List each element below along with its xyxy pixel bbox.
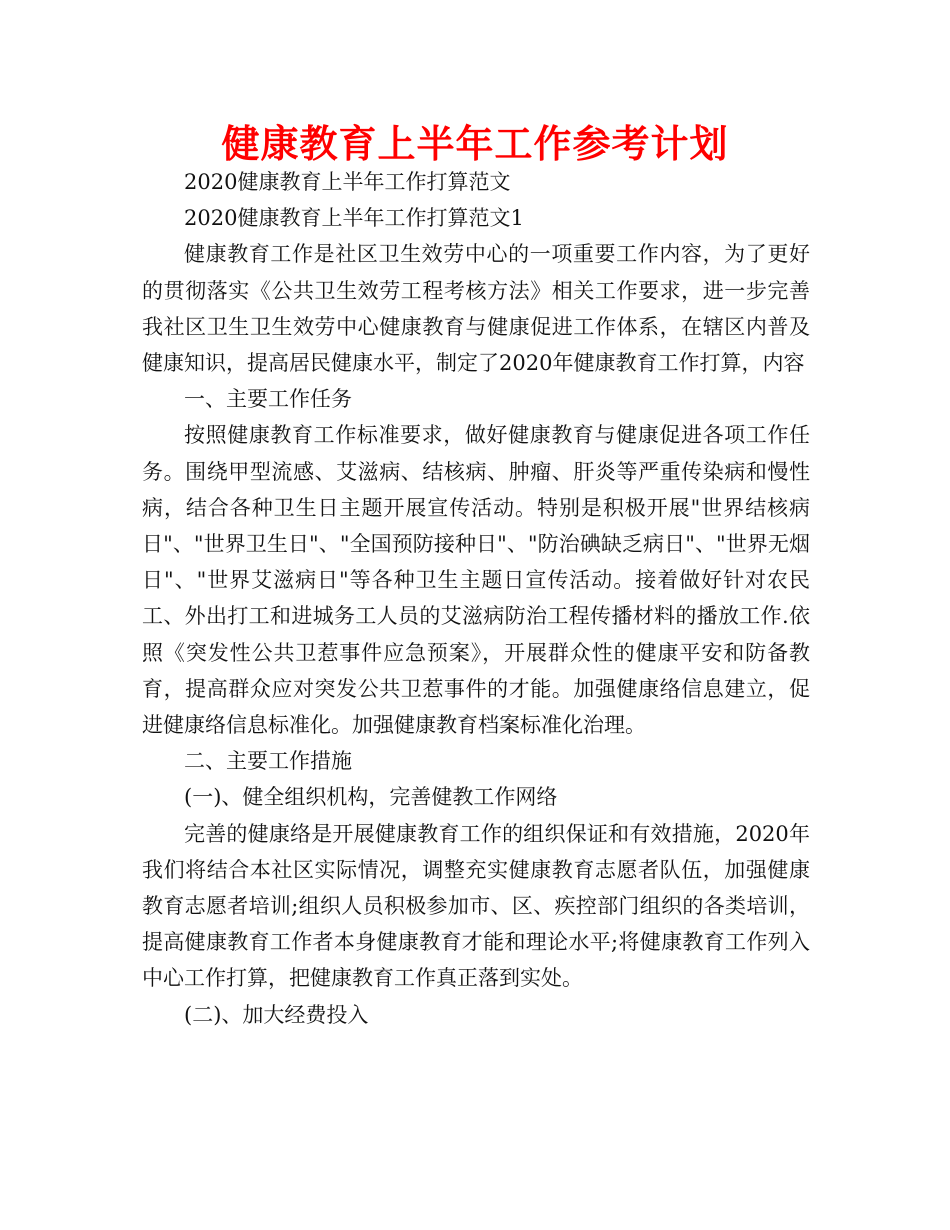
- subheading-funding: (二)、加大经费投入: [184, 1002, 369, 1027]
- document-title: 健康教育上半年工作参考计划: [221, 122, 729, 166]
- subheading-organization: (一)、健全组织机构，完善健教工作网络: [184, 785, 558, 810]
- paragraph-subtitle-1: 2020健康教育上半年工作打算范文1: [184, 206, 524, 231]
- paragraph-subtitle: 2020健康教育上半年工作打算范文: [184, 170, 511, 194]
- paragraph-tasks: 按照健康教育工作标准要求，做好健康教育与健康促进各项工作任务。围绕甲型流感、艾滋病、结核病、肿瘤、肝炎等严重传染病和慢性病，结合各种卫生日主题开展宣传活动。特别是积极开展"世界结核病日"、"世界卫生日"、"全国预防接种日"、"防治碘缺乏病日"、"世界无烟日"、"世界艾滋病日"等各种卫生主题日宣传活动。接着做好针对农民工、外出打工和进城务工人员的艾滋病防治工程传播材料的播放工作.依照《突发性公共卫惹事件应急预案》，开展群众性的健康平安和防备教育，提高群众应对突发公共卫惹事件的才能。加强健康络信息建立，促进健康络信息标准化。加强健康教育档案标准化治理。: [142, 423, 810, 738]
- paragraph-intro: 健康教育工作是社区卫生效劳中心的一项重要工作内容，为了更好的贯彻落实《公共卫生效劳工程考核方法》相关工作要求，进一步完善我社区卫生卫生效劳中心健康教育与健康促进工作体系，在辖区内普及健康知识，提高居民健康水平，制定了2020年健康教育工作打算，内容: [142, 242, 810, 376]
- section-heading-tasks: 一、主要工作任务: [184, 387, 352, 412]
- document-body: [142, 164, 810, 1033]
- paragraph-organization: 完善的健康络是开展健康教育工作的组织保证和有效措施，2020年我们将结合本社区实际情况，调整充实健康教育志愿者队伍，加强健康教育志愿者培训;组织人员积极参加市、区、疾控部门组织的各类培训，提高健康教育工作者本身健康教育才能和理论水平;将健康教育工作列入中心工作打算，把健康教育工作真正落到实处。: [142, 821, 810, 991]
- section-heading-measures: 二、主要工作措施: [184, 749, 352, 774]
